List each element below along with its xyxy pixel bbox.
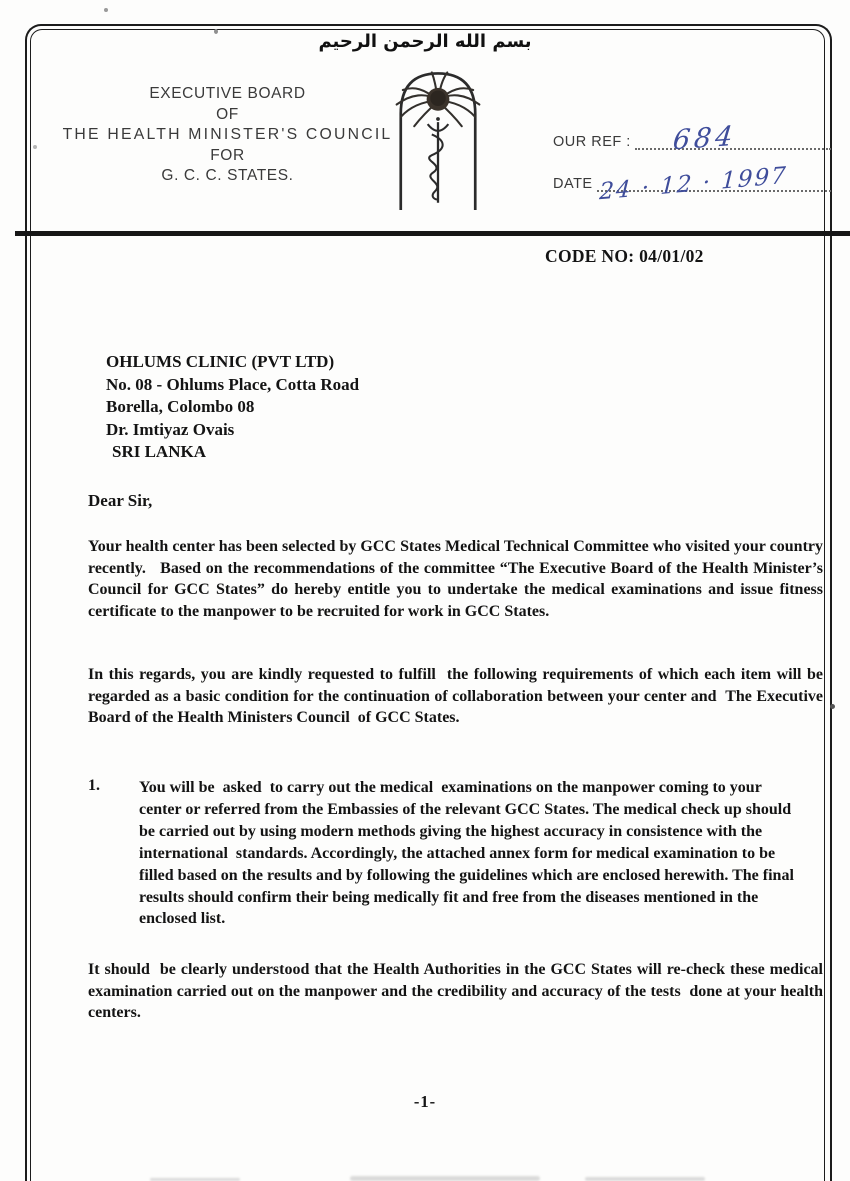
- item-1-text: You will be asked to carry out the medical examinations on the manpower coming to your center or referred from the Embassies of the relevant GCC States. The medical check up should be carried out by using modern methods giving the highest accuracy in consistence with the international standards. Accordingly, the attached annex form for medical examination to be filled based on the results and by following the guidelines which are enclosed herewith. The final results should confirm their being medically fit and free from the diseases mentioned in the enclosed list.: [139, 779, 798, 928]
- date-dotted-line: [597, 162, 831, 206]
- org-line: EXECUTIVE BOARD: [149, 85, 306, 102]
- org-line: G. C. C. STATES.: [161, 167, 294, 184]
- reference-and-date-block: [553, 120, 831, 204]
- scan-smudge: [585, 1177, 705, 1181]
- body-paragraph-1: Your health center has been selected by GCC States Medical Technical Committee who visited your country recently. Based on the recommendations of the committee “The Executive Board of the Health Minister’s Council for GCC States” do hereby entitle you to undertake the medical examinations and issue fitness certificate to the manpower to be recruited for work in GCC States.: [88, 538, 827, 621]
- recipient-name: OHLUMS CLINIC (PVT LTD): [106, 352, 335, 371]
- our-ref-handwritten-value: 684: [671, 120, 738, 157]
- scan-speck: [214, 29, 218, 34]
- our-ref-label: OUR REF :: [553, 134, 631, 150]
- org-line: FOR: [210, 146, 245, 164]
- organization-name-block: [35, 84, 420, 187]
- recipient-address-block: [106, 351, 359, 464]
- our-ref-dotted-line: [635, 120, 831, 157]
- item-1-number: 1.: [88, 777, 100, 794]
- recipient-country: SRI LANKA: [112, 442, 206, 462]
- code-number: CODE NO: 04/01/02: [545, 246, 704, 266]
- scan-speck: [104, 8, 108, 12]
- date-handwritten-value: 24 · 12 · 1997: [598, 162, 788, 206]
- body-paragraph-3: It should be clearly understood that the Health Authorities in the GCC States will re-check these medical examination carried out on the manpower and the credibility and accuracy of the tests done at your health centers.: [88, 961, 827, 1022]
- recipient-street: No. 08 - Ohlums Place, Cotta Road: [106, 374, 360, 394]
- date-label: DATE: [553, 176, 593, 192]
- our-ref-row: [553, 120, 831, 157]
- scan-smudge: [350, 1176, 540, 1181]
- org-line: THE HEALTH MINISTER'S COUNCIL: [62, 126, 393, 143]
- bismillah-header: بسم الله الرحمن الرحيم: [318, 31, 532, 52]
- gcc-health-emblem-logo-icon: [381, 60, 495, 210]
- recipient-city: Borella, Colombo 08: [106, 397, 255, 417]
- scan-speck: [830, 704, 835, 709]
- recipient-contact: Dr. Imtiyaz Ovais: [106, 419, 235, 439]
- page-number: -1-: [413, 1092, 437, 1111]
- date-row: [553, 162, 831, 206]
- org-line: OF: [216, 105, 239, 123]
- scan-speck: [33, 145, 37, 149]
- letterhead-separator-rule: [15, 231, 850, 236]
- salutation: Dear Sir,: [88, 491, 153, 510]
- body-paragraph-2: In this regards, you are kindly requested to fulfill the following requirements of which each item will be regarded as a basic condition for the continuation of collaboration between your center and The Executive Board of the Health Ministers Council of GCC States.: [88, 666, 827, 727]
